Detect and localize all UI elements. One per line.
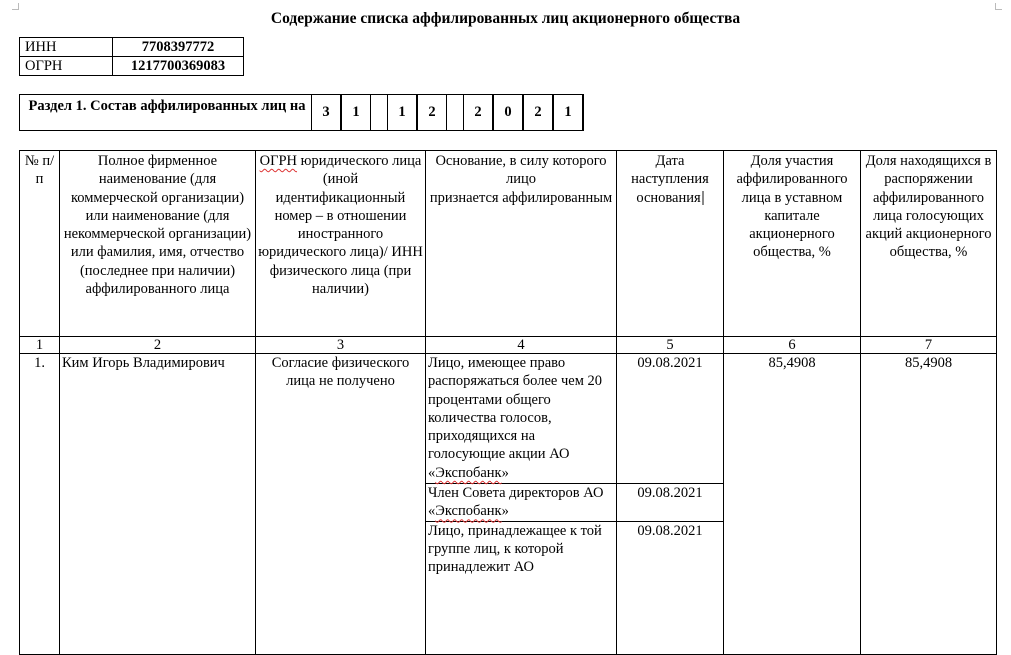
row-ogrn: Согласие физического лица не получено: [256, 354, 426, 655]
column-number: 6: [724, 337, 861, 354]
header-ogrn-rest: юридического лица (иной идентификационный номер – в отношении иностранного юридического лица)/ ИНН физического лица (при наличии): [258, 153, 423, 298]
inn-label: ИНН: [20, 38, 113, 57]
table-header-row: [20, 151, 997, 337]
row-basis-1: [426, 354, 617, 484]
column-numbers-row: [20, 337, 997, 354]
page-corner-mark: [12, 3, 19, 10]
column-number: 5: [617, 337, 724, 354]
section-1-header: [19, 94, 584, 131]
header-num: № п/п: [20, 151, 60, 337]
row-share-capital: 85,4908: [724, 354, 861, 655]
column-number: 7: [861, 337, 997, 354]
header-date-text: Дата наступления основания: [631, 153, 709, 206]
header-basis: [426, 151, 617, 337]
header-date: [617, 151, 724, 337]
column-number: 4: [426, 337, 617, 354]
ogrn-value: 1217700369083: [113, 57, 244, 76]
identifiers-table: [19, 37, 244, 76]
ogrn-label: ОГРН: [20, 57, 113, 76]
basis-text: Лицо, имеющее право распоряжаться более чем 20 процентами общего количества голосов, приходящихся на голосующие акции АО «: [428, 355, 603, 481]
date-digit-month-2: 2: [417, 94, 447, 131]
section-title: Раздел 1. Состав аффилированных лиц на: [28, 98, 306, 114]
row-date-1: 09.08.2021: [617, 354, 724, 484]
affiliates-table: [19, 150, 997, 655]
date-digit-year-3: 2: [523, 94, 553, 131]
date-digit-day-1: 3: [311, 94, 341, 131]
basis-brand: Экспобанк: [435, 503, 502, 520]
date-digit-month-1: 1: [387, 94, 417, 131]
date-digit-day-2: 1: [341, 94, 371, 131]
page-corner-mark: [995, 3, 1002, 10]
header-name: Полное фирменное наименование (для коммерческой организации) или наименование (для некоммерческой организации) или фамилия, имя, отчество (последнее при наличии) аффилированного лица: [60, 151, 256, 337]
basis-text: Лицо, принадлежащее к той группе лиц, к которой принадлежит АО: [428, 522, 602, 576]
row-basis-2: [426, 484, 617, 522]
row-share-votes: 85,4908: [861, 354, 997, 655]
header-share-capital: Доля участия аффилированного лица в уставном капитале акционерного общества, %: [724, 151, 861, 337]
column-number: 3: [256, 337, 426, 354]
ogrn-row: [20, 57, 244, 76]
row-name: Ким Игорь Владимирович: [60, 354, 256, 655]
date-digit-year-2: 0: [493, 94, 523, 131]
document-title: Содержание списка аффилированных лиц акционерного общества: [270, 10, 741, 27]
table-row: [20, 354, 997, 484]
header-ogrn-word: ОГРН: [259, 153, 298, 169]
header-basis-line1: Основание, в силу которого лицо: [435, 153, 607, 188]
basis-brand: Экспобанк: [435, 464, 502, 481]
basis-text: Член Совета директоров АО «: [428, 485, 604, 520]
header-ogrn: [256, 151, 426, 337]
basis-text-end: »: [501, 503, 509, 520]
row-date-3: 09.08.2021: [617, 521, 724, 654]
date-digit-year-4: 1: [553, 94, 583, 131]
row-date-2: 09.08.2021: [617, 484, 724, 522]
column-number: 1: [20, 337, 60, 354]
inn-row: [20, 38, 244, 57]
header-basis-line2: признается аффилированным: [429, 189, 613, 206]
text-cursor-icon: [702, 191, 704, 205]
date-digit-year-1: 2: [463, 94, 493, 131]
row-basis-3: [426, 521, 617, 654]
basis-text-end: »: [501, 464, 509, 481]
row-num: 1.: [20, 354, 60, 655]
header-share-votes: Доля находящихся в распоряжении аффилированного лица голосующих акций акционерного общества, %: [861, 151, 997, 337]
column-number: 2: [60, 337, 256, 354]
inn-value: 7708397772: [113, 38, 244, 57]
